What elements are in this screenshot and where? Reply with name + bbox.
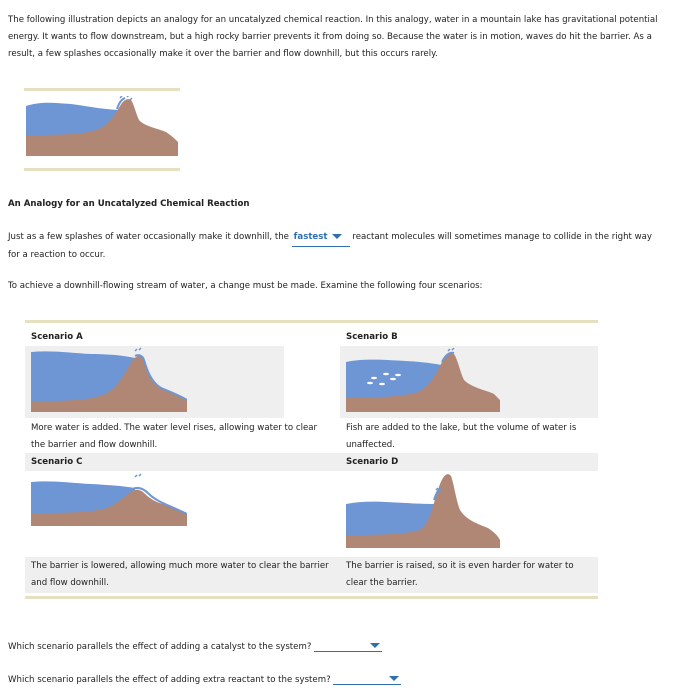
lake-barrier-image (26, 96, 178, 156)
scenario-a-description: More water is added. The water level rises, allowing water to clear the barrier and flow downhill. (31, 423, 318, 450)
question-extra-reactant-text: Which scenario parallels the effect of adding extra reactant to the system? (8, 675, 331, 685)
scenarios-intro: To achieve a downhill-flowing stream of water, a change must be made. Examine the following four scenarios: (8, 281, 483, 291)
scenario-d-image (346, 470, 502, 550)
catalyst-answer-dropdown[interactable] (314, 640, 382, 652)
analogy-sentence (8, 229, 658, 264)
scenario-a-title: Scenario A (31, 332, 83, 342)
scenario-cd-title-band (25, 453, 598, 471)
scenario-c-description: The barrier is lowered, allowing much more water to clear the barrier and flow downhill. (31, 561, 329, 588)
grid-top-rule (25, 320, 598, 323)
scenario-d-title: Scenario D (346, 457, 399, 467)
scenario-d-description: The barrier is raised, so it is even harder for water to clear the barrier. (346, 561, 574, 588)
question-extra-reactant (8, 673, 401, 685)
section-title: An Analogy for an Uncatalyzed Chemical Reaction (8, 199, 250, 209)
scenario-c-title: Scenario C (31, 457, 83, 467)
intro-paragraph: The following illustration depicts an analogy for an uncatalyzed chemical reaction. In this analogy, water in a mountain lake has gravitational potential energy. It wants to flow downstream, but a high rocky barrier prevents it from doing so. Because the water is in motion, waves do hit the barrier. As a result, a few splashes occasionally make it over the barrier and flow downhill, but this occurs rarely. (8, 15, 658, 59)
extra-reactant-answer-dropdown[interactable] (333, 673, 401, 685)
speed-dropdown-value: fastest (293, 232, 328, 242)
grid-bottom-rule (25, 596, 598, 599)
scenario-a-panel (25, 346, 284, 418)
question-catalyst (8, 640, 382, 652)
scenario-grid (25, 320, 598, 600)
analogy-text-before: Just as a few splashes of water occasionally make it downhill, the (8, 232, 289, 242)
chevron-down-icon (370, 643, 380, 648)
scenario-b-description: Fish are added to the lake, but the volume of water is unaffected. (346, 423, 577, 450)
uncatalyzed-illustration (24, 84, 180, 174)
analogy-text-after: reactant molecules will sometimes manage to collide in the right way for a reaction to occur. (8, 232, 653, 260)
scenario-c-image (31, 472, 187, 528)
chevron-down-icon (332, 234, 342, 239)
hero-top-rule (24, 88, 180, 91)
hero-bottom-rule (24, 168, 180, 171)
chevron-down-icon (389, 676, 399, 681)
scenario-b-title: Scenario B (346, 332, 398, 342)
scenario-a-image (31, 346, 187, 412)
scenario-b-image (346, 346, 502, 412)
speed-dropdown[interactable] (292, 229, 350, 247)
question-catalyst-text: Which scenario parallels the effect of adding a catalyst to the system? (8, 642, 312, 652)
scenario-b-panel (340, 346, 598, 418)
